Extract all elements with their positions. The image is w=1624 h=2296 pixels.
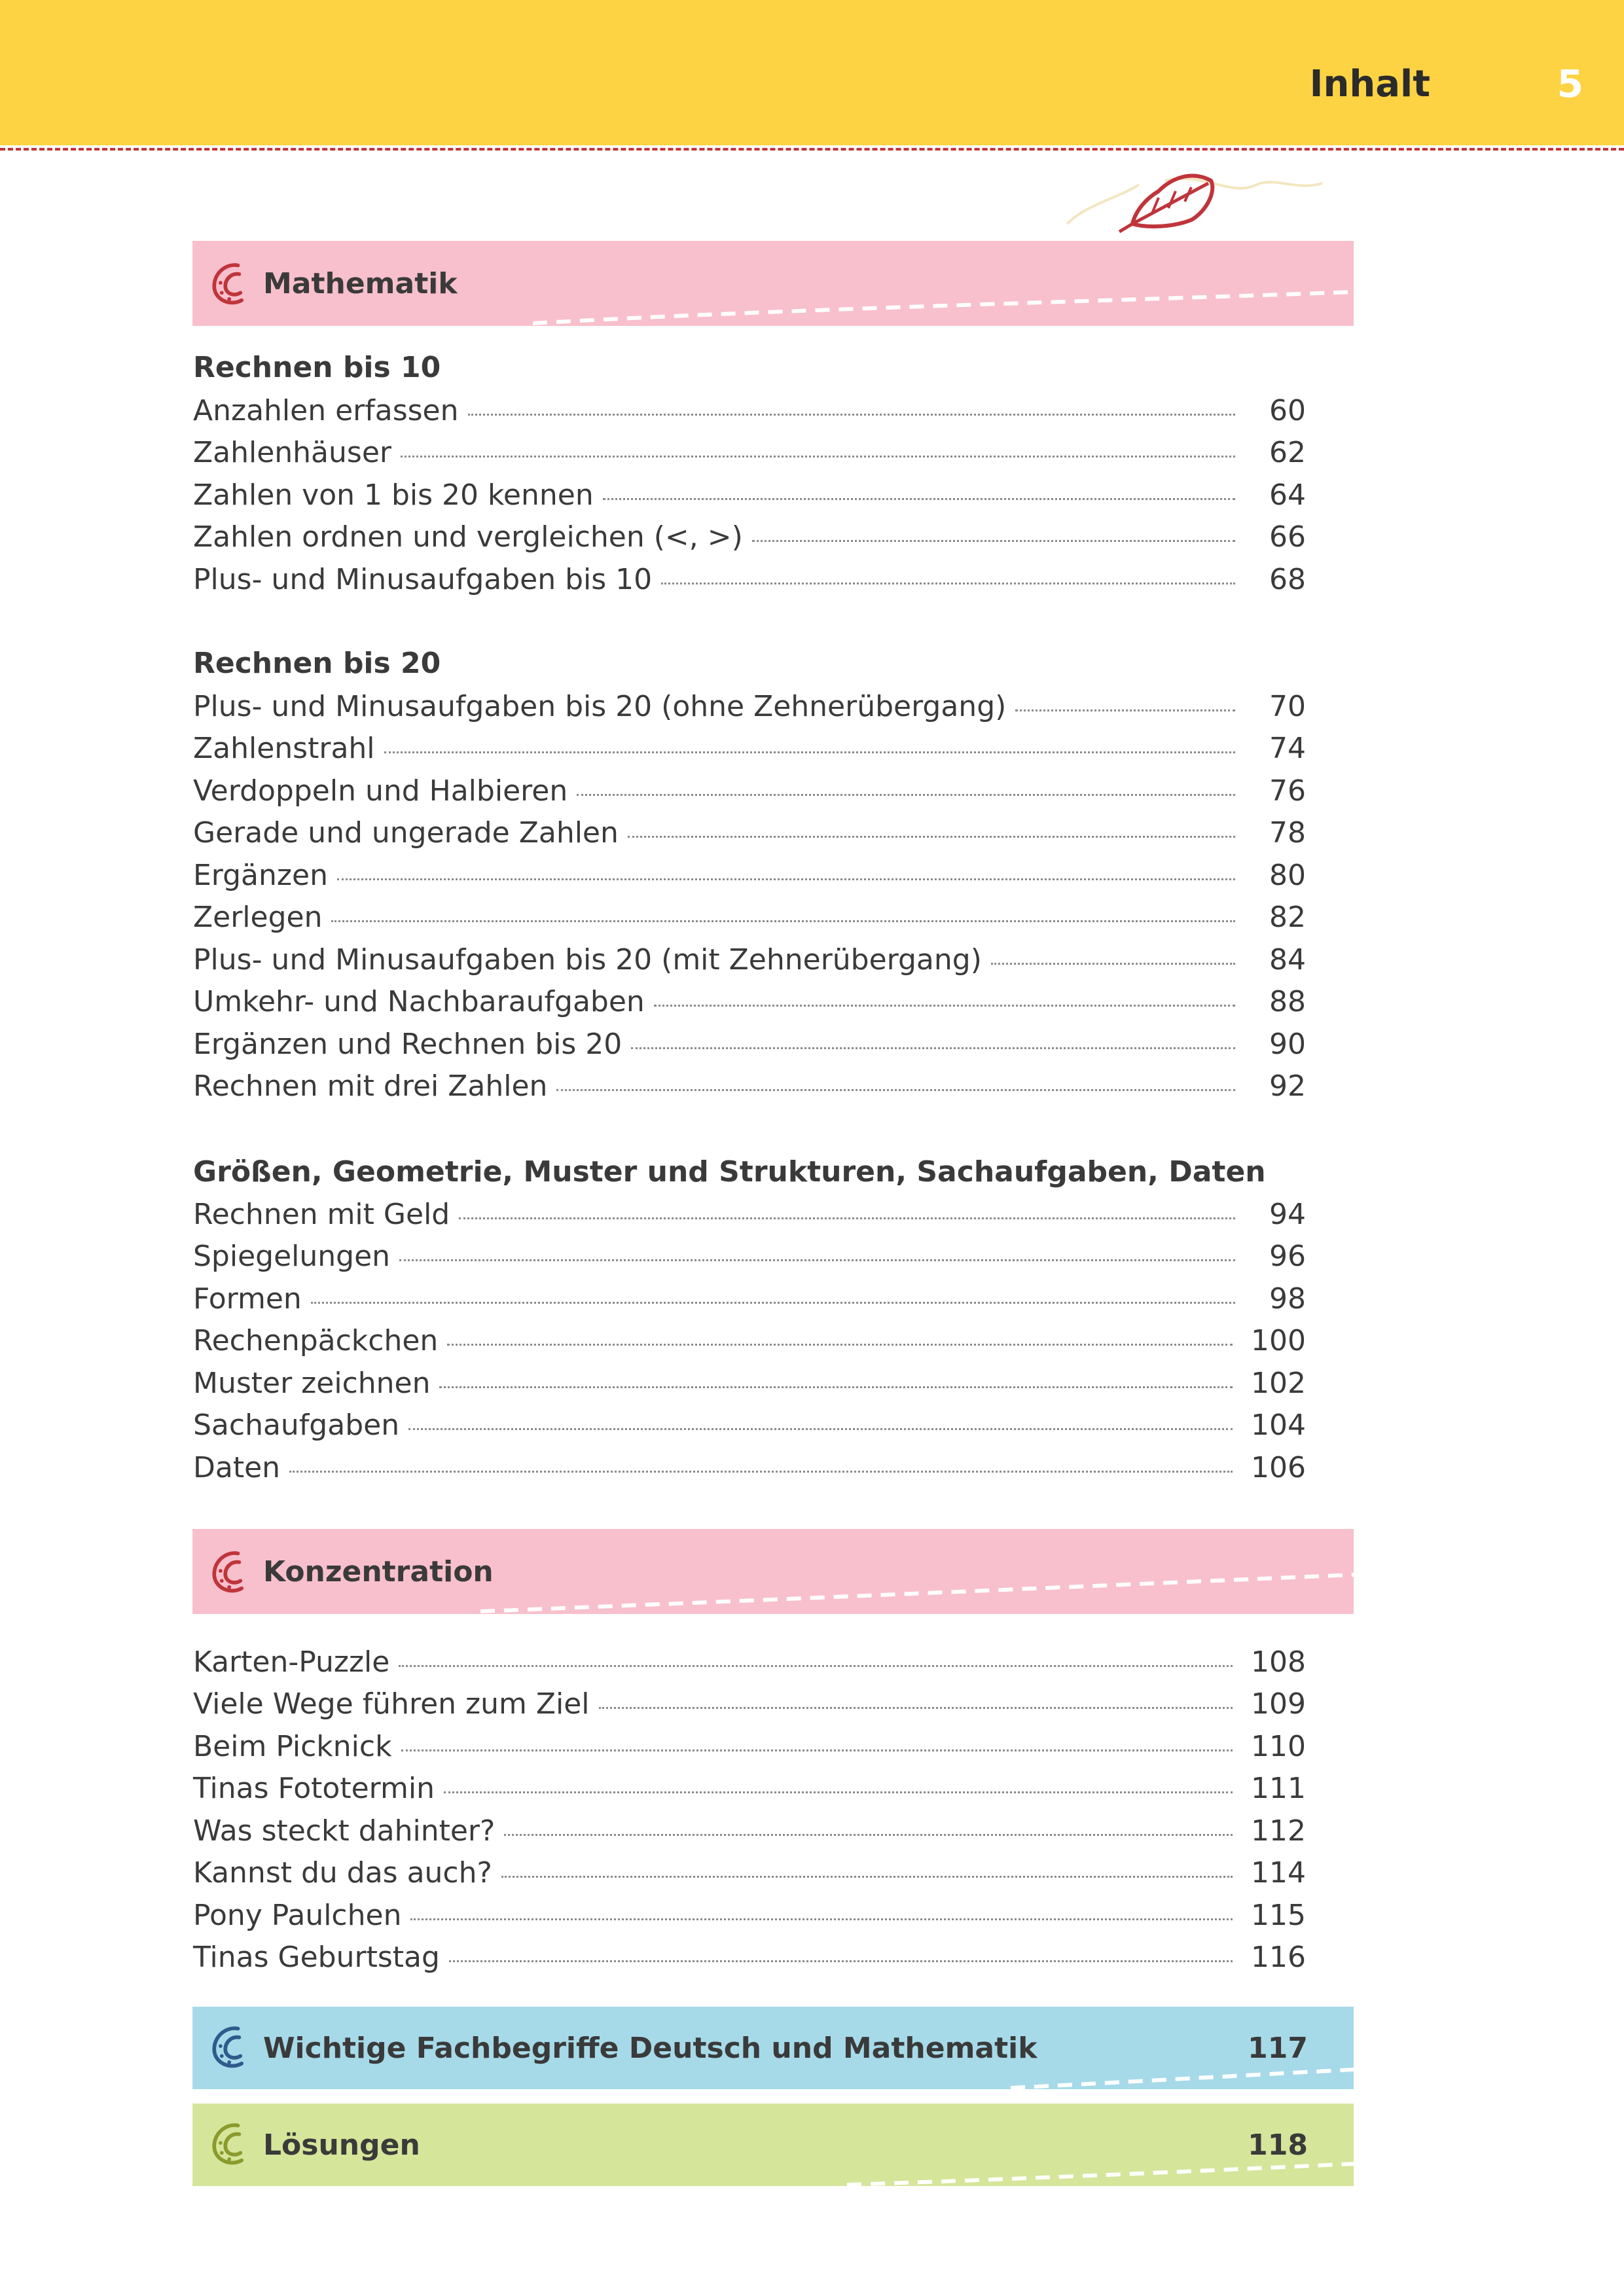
toc-entry[interactable] (193, 1805, 1306, 1848)
toc-entry-page: 68 (1269, 562, 1306, 596)
dot-leader (556, 1089, 1235, 1091)
horseshoe-icon (207, 259, 257, 309)
toc-entry[interactable] (193, 892, 1306, 935)
dot-leader (399, 1665, 1233, 1667)
toc-entry[interactable] (193, 1763, 1306, 1806)
toc-entry-label: Sachaufgaben (193, 1408, 400, 1442)
section-header-mathematik (192, 241, 1354, 326)
dot-leader (447, 1344, 1233, 1346)
toc-entry-label: Viele Wege führen zum Ziel (193, 1687, 590, 1721)
toc-entry-page: 98 (1269, 1282, 1306, 1316)
toc-entry-label: Spiegelungen (193, 1240, 391, 1273)
toc-entry-page: 80 (1269, 858, 1306, 892)
toc-entry[interactable] (193, 1848, 1306, 1890)
toc-list (193, 1189, 1306, 1484)
dot-leader (289, 1471, 1233, 1473)
section-header-fachbegriffe[interactable] (192, 2007, 1354, 2089)
toc-entry-page: 74 (1269, 732, 1306, 765)
toc-entry-label: Zahlen ordnen und vergleichen (<, >) (193, 520, 743, 554)
toc-list (193, 385, 1306, 596)
toc-entry-page: 115 (1251, 1898, 1306, 1932)
toc-entry[interactable] (193, 469, 1306, 512)
toc-entry-label: Plus- und Minusaufgaben bis 20 (mit Zehnerübergang) (193, 942, 982, 977)
group-title: Rechnen bis 10 (193, 351, 441, 384)
horseshoe-icon (207, 2119, 257, 2169)
toc-entry-page: 62 (1269, 436, 1306, 469)
toc-entry[interactable] (193, 723, 1306, 766)
dot-leader (444, 1791, 1233, 1793)
toc-entry[interactable] (193, 1932, 1306, 1975)
leaf-icon (1060, 171, 1362, 243)
toc-entry[interactable] (193, 1442, 1306, 1484)
dot-leader (337, 878, 1235, 880)
toc-entry-page: 106 (1251, 1450, 1306, 1484)
toc-entry[interactable] (193, 1316, 1306, 1358)
toc-entry-page: 84 (1269, 942, 1306, 977)
toc-entry[interactable] (193, 1721, 1306, 1763)
toc-entry-page: 100 (1251, 1324, 1306, 1357)
dot-leader (399, 1259, 1235, 1261)
toc-entry-page: 96 (1269, 1240, 1306, 1273)
toc-entry-page: 104 (1251, 1408, 1306, 1442)
toc-entry[interactable] (193, 681, 1306, 723)
toc-entry-page: 92 (1269, 1069, 1306, 1103)
dot-leader (577, 794, 1235, 796)
dot-leader (752, 540, 1235, 542)
toc-entry-page: 60 (1269, 393, 1306, 427)
page-number: 5 (1557, 62, 1583, 106)
dot-leader (384, 751, 1235, 753)
toc-entry-label: Plus- und Minusaufgaben bis 20 (ohne Zehnerübergang) (193, 689, 1007, 723)
dot-leader (331, 920, 1235, 922)
toc-entry-label: Tinas Geburtstag (193, 1941, 440, 1974)
toc-entry-label: Anzahlen erfassen (193, 393, 459, 427)
toc-entry-label: Zahlenhäuser (193, 436, 391, 469)
toc-entry-label: Zahlen von 1 bis 20 kennen (193, 478, 594, 512)
toc-entry-label: Zerlegen (193, 901, 323, 934)
toc-entry-page: 109 (1251, 1687, 1306, 1721)
toc-entry-label: Gerade und ungerade Zahlen (193, 816, 619, 850)
toc-entry[interactable] (193, 1018, 1306, 1061)
dot-leader (449, 1960, 1233, 1962)
dot-leader (504, 1834, 1233, 1836)
dot-leader (599, 1707, 1233, 1709)
dot-leader (401, 1749, 1233, 1751)
dot-leader (628, 836, 1235, 838)
toc-entry-page: 64 (1269, 478, 1306, 512)
toc-entry-label: Daten (193, 1450, 281, 1484)
dot-leader (501, 1876, 1233, 1878)
page-title: Inhalt (1309, 63, 1430, 105)
toc-entry[interactable] (193, 1189, 1306, 1231)
toc-entry[interactable] (193, 977, 1306, 1019)
toc-entry[interactable] (193, 934, 1306, 977)
toc-entry-page: 70 (1269, 689, 1306, 723)
dot-leader (631, 1047, 1235, 1049)
dot-leader (408, 1428, 1233, 1430)
group-title: Rechnen bis 20 (193, 647, 441, 680)
dot-leader (661, 583, 1235, 584)
toc-entry[interactable] (193, 1231, 1306, 1274)
toc-entry-page: 90 (1269, 1027, 1306, 1061)
section-page: 117 (1248, 2032, 1308, 2065)
toc-entry-page: 110 (1251, 1729, 1306, 1763)
toc-entry[interactable] (193, 1061, 1306, 1103)
toc-entry[interactable] (193, 1679, 1306, 1721)
toc-entry-label: Rechnen mit Geld (193, 1197, 450, 1231)
toc-entry-label: Rechnen mit drei Zahlen (193, 1069, 548, 1103)
toc-entry-label: Was steckt dahinter? (193, 1814, 496, 1848)
toc-entry-label: Ergänzen und Rechnen bis 20 (193, 1027, 623, 1061)
toc-entry-page: 111 (1251, 1772, 1306, 1805)
dot-leader (311, 1302, 1235, 1304)
toc-entry-label: Pony Paulchen (193, 1898, 402, 1932)
toc-entry-page: 76 (1269, 774, 1306, 808)
dot-leader (603, 498, 1235, 500)
toc-entry-page: 116 (1251, 1941, 1306, 1974)
section-page: 118 (1248, 2128, 1308, 2162)
section-title: Konzentration (263, 1555, 494, 1588)
toc-entry-label: Umkehr- und Nachbaraufgaben (193, 985, 645, 1018)
dot-leader (991, 963, 1235, 965)
toc-entry-page: 114 (1251, 1856, 1306, 1890)
toc-entry[interactable] (193, 1273, 1306, 1316)
toc-entry-label: Muster zeichnen (193, 1366, 431, 1400)
horseshoe-icon (207, 1547, 257, 1597)
dot-leader (654, 1005, 1235, 1007)
toc-entry-page: 78 (1269, 816, 1306, 850)
toc-entry[interactable] (193, 1357, 1306, 1400)
toc-entry-page: 66 (1269, 520, 1306, 554)
toc-entry[interactable] (193, 1400, 1306, 1443)
dot-leader (401, 456, 1235, 457)
toc-entry[interactable] (193, 385, 1306, 427)
toc-entry-label: Beim Picknick (193, 1729, 392, 1763)
toc-entry[interactable] (193, 1890, 1306, 1932)
group-title: Größen, Geometrie, Muster und Strukturen, Sachaufgaben, Daten (193, 1155, 1266, 1189)
section-title: Lösungen (263, 2128, 420, 2162)
toc-entry[interactable] (193, 554, 1306, 596)
toc-entry-label: Kannst du das auch? (193, 1856, 492, 1890)
header-divider (0, 148, 1624, 151)
toc-entry[interactable] (193, 512, 1306, 554)
toc-entry-label: Ergänzen (193, 858, 328, 892)
section-header-konzentration (192, 1529, 1354, 1614)
toc-entry-label: Plus- und Minusaufgaben bis 10 (193, 562, 653, 596)
dot-leader (410, 1918, 1233, 1920)
toc-entry-label: Karten-Puzzle (193, 1645, 390, 1679)
dot-leader (439, 1386, 1233, 1388)
toc-entry-label: Tinas Fototermin (193, 1772, 435, 1805)
section-title: Wichtige Fachbegriffe Deutsch und Mathematik (263, 2032, 1038, 2065)
toc-entry-page: 94 (1269, 1197, 1306, 1231)
toc-entry[interactable] (193, 427, 1306, 470)
dot-leader (1015, 709, 1235, 711)
dot-leader (468, 414, 1235, 416)
toc-entry-page: 102 (1251, 1366, 1306, 1400)
toc-entry-label: Verdoppeln und Halbieren (193, 774, 568, 808)
section-header-loesungen[interactable] (192, 2104, 1354, 2186)
toc-entry[interactable] (193, 808, 1306, 850)
dot-leader (459, 1217, 1235, 1219)
toc-list (193, 1636, 1306, 1974)
toc-entry-label: Rechenpäckchen (193, 1324, 439, 1357)
toc-entry-page: 108 (1251, 1645, 1306, 1679)
toc-entry-label: Formen (193, 1282, 302, 1316)
toc-entry-label: Zahlenstrahl (193, 732, 375, 765)
toc-entry-page: 88 (1269, 985, 1306, 1018)
toc-list (193, 681, 1306, 1103)
toc-entry[interactable] (193, 1636, 1306, 1679)
toc-entry-page: 112 (1251, 1814, 1306, 1848)
toc-entry[interactable] (193, 765, 1306, 808)
toc-entry[interactable] (193, 850, 1306, 892)
horseshoe-icon (207, 2022, 257, 2072)
toc-entry-page: 82 (1269, 901, 1306, 934)
section-title: Mathematik (263, 267, 458, 300)
